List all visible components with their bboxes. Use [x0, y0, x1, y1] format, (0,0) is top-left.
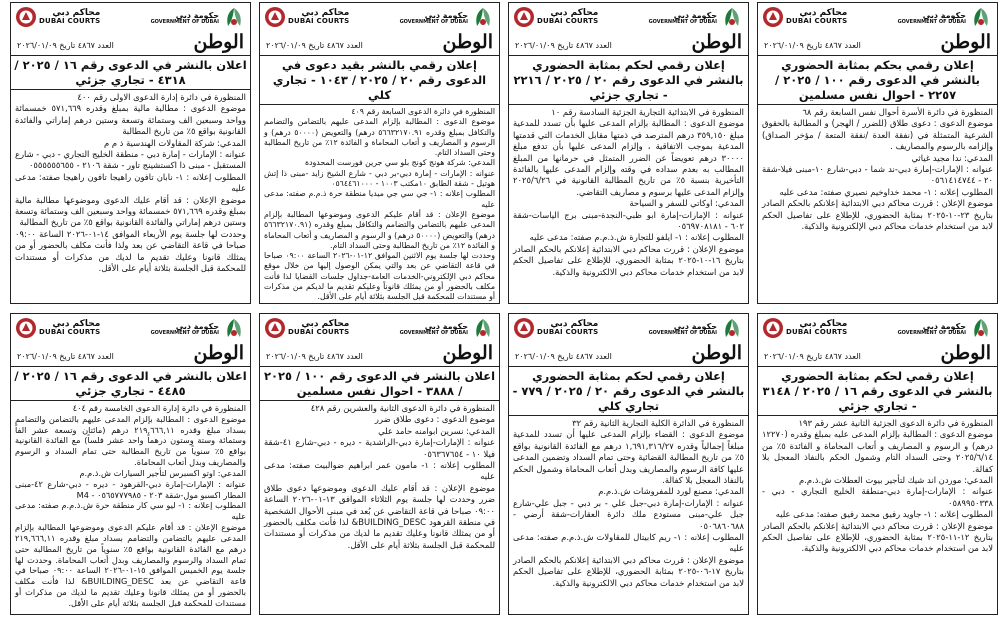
dubai-courts-emblem-icon: [513, 6, 535, 28]
notice-paragraph: المنظورة في دائرة الأسرة أحوال نفس السابعة رقم ٦٨: [802, 107, 993, 117]
gov-name-ar: حكومة دبي: [673, 321, 717, 331]
legal-notice: [259, 313, 500, 615]
notice-title: اعلان بالنشر في الدعوى رقم ١٦ / ٢٠٢٥ / ٤٤٨٥ - تجاري جزئي: [11, 367, 250, 401]
notice-logos: [509, 314, 748, 344]
newspaper-masthead: [509, 344, 748, 367]
notice-title: إعلان رقمي لحكم بمثابة الحضوري بالنشر في الدعوى رقم ٢٠ / ٢٠٢٥ / ٢٢١٦ - تجاري جزئي: [509, 56, 748, 105]
notice-paragraph: موضوع الإعلان : قد أقام عليك الدعوى وموضوعها دعوى طلاق ضرر وحددت لها جلسة يوم الثلاثاء الموافق ١٣-٠١-٢٠٢٦ الساعة ٠٩:٠٠ صباحا في قاعة التقاضي عن بُعد في مبنى الأحوال الشخصية في منطقة القرهود BUILDING_DESC& لذا فأنت مكلف بالحضور أو من يمثلك قانونا وعليك تقديم ما لديك من مذكرات أو مستندات للمحكمة قبل الجلسة بثلاثة أيام على الأقل.: [264, 482, 496, 550]
notice-paragraph: عنوانه : الإمارات-إمارة دبي-الراشدية - ديره - دبي-شارع ٤١-شقة فيلا ١٠ - ٠٥٦٣٦٧٦٥٤: [264, 437, 495, 459]
notice-title: اعلان بالنشر في الدعوى رقم ١٠٠ / ٢٠٢٥ / ٣٨٨٨ - احوال نفس مسلمين: [260, 367, 499, 401]
notice-paragraph: موضوع الدعوى : القضاء بإلزام المدعى عليها أن تسدد للمدعية مبلغاً إجمالياً وقدره ١,٦٩١,٣١٦/٢٧ درهم مع الفائدة القانونية بواقع ٥٪ من تاريخ المطالبة القضائية وحتى تمام السداد وتضمين المدعى عليها كافة الرسوم والمصاريف وبدل أتعاب المحاماة وشمول الحكم بالنفاذ المعجل بلا كفالة.: [513, 429, 744, 486]
courts-name-ar: محاكم دبي: [799, 319, 848, 329]
notice-paragraph: المنظورة في دائرة الدعوى الجزئية الثانية عشر رقم ١٩٣: [798, 418, 993, 428]
courts-name-en: DUBAI COURTS: [39, 328, 101, 336]
legal-notice: [259, 2, 500, 304]
legal-notice: [757, 2, 998, 304]
government-emblem-icon: [471, 317, 495, 341]
dubai-courts-logo: [15, 317, 100, 339]
issue-info: العدد ٤٨٦٧ تاريخ ٢٠٢٦/٠١/٠٩: [266, 41, 363, 50]
notice-paragraph: عنوانه : الإمارات-إمارة دبي-القرهود - ديره - دبي-شارع ٤٢-مبنى المطار اكسبو مول-شقة ٢٠٣ - ٠٥٦٥٧٧٧٩٨٥ - M4: [15, 478, 246, 500]
legal-notice: [10, 2, 251, 304]
government-emblem-icon: [969, 6, 993, 30]
government-emblem-icon: [969, 317, 993, 341]
issue-info: العدد ٤٨٦٧ تاريخ ٢٠٢٦/٠١/٠٩: [515, 352, 612, 361]
notice-paragraph: عنوانه : الإمارات - إمارة دبي-بر دبي - شارع الشيخ زايد -مبنى ذا إتش هوتيل - شقة الطابق ١٠مكتب ١٠٠٣ - ٠٥٦٤٤٦١٠٠٠: [264, 168, 495, 189]
dubai-courts-emblem-icon: [762, 317, 784, 339]
government-of-dubai-logo: [400, 6, 495, 30]
notice-logos: [260, 3, 499, 33]
notice-paragraph: موضوع الإعلان : قررت محاكم دبي الابتدائية إعلانكم بالحكم الصادر بتاريخ ١٢-١١-٢٠٢٥ بمثابة الحضوري، للإطلاع على تفاصيل الحكم لابد من استخدام خدمات محاكم دبي الالكترونية والذكية.: [762, 520, 993, 554]
notice-paragraph: موضوع الدعوى : المطالبة بإلزام المدعى عليه بمبلغ وقدره (١٢٢٧٠ درهم) و الرسوم و المصاريف و أتعاب المحاماة و الفائدة ٥٪ من ٢٠٢٥/٦/١٤ وحتى السداد التام وشمول الحكم بالنفاذ المعجل بلا كفالة.: [762, 429, 993, 474]
government-of-dubai-logo: [898, 317, 993, 341]
notice-paragraph: المطلوب إعلانه : ١- ريم كابيتال للمقاولات ش.ذ.م.م صفته: مدعى عليه: [513, 532, 744, 554]
dubai-courts-logo: [513, 6, 598, 28]
newspaper-name: الوطن: [193, 31, 244, 53]
notice-paragraph: المطلوب إعلانه : ١- نابان تافون راهيجا تافون راهيجا صفته: مدعى عليه: [15, 171, 246, 194]
notice-paragraph: موضوع الدعوى : المطالبة بإلزام المدعى عليهم بالتضامن والتضامم والتكافل بمبلغ وقدره ٥٦٦٣٢١٧٠.٩١ درهم) والتعويض (٥٠٠٠٠ درهم) و الرسوم و المصاريف و أتعاب المحاماة و الفائدة ١٢٪ من تاريخ المطالبة وحتى السداد التام.: [264, 117, 496, 158]
government-of-dubai-logo: [400, 317, 495, 341]
notice-title: إعلان رقمي لحكم بمثابة الحضوري بالنشر في الدعوى رقم ١٦ / ٢٠٢٥ / ٣١٤٨ - تجاري جزئي: [758, 367, 997, 416]
issue-info: العدد ٤٨٦٧ تاريخ ٢٠٢٦/٠١/٠٩: [515, 41, 612, 50]
government-of-dubai-logo: [151, 6, 246, 30]
dubai-courts-emblem-icon: [15, 6, 37, 28]
notice-logos: [509, 3, 748, 33]
notice-paragraph: موضوع الإعلان : قد أقام عليك الدعوى وموضوعها مطالبة مالية بمبلغ وقدره ٥٧١,٦٦٩ خمسمائة وواحد وسبعين الف وستمائة وتسعة وستين درهم إماراتي والفائدة القانونية بواقع ٥٪ من تاريخ المطالبة: [15, 194, 246, 228]
notice-logos: [260, 314, 499, 344]
notice-logos: [11, 314, 250, 344]
government-of-dubai-logo: [649, 6, 744, 30]
gov-name-en: GOVERNMENT OF DUBAI: [897, 18, 966, 25]
notice-paragraph: موضوع الإعلان : قررت محاكم دبي الابتدائية إعلانكم بالحكم الصادر بتاريخ ١٦-١٠-٢٠٢٥ بمثابة الحضوري، للإطلاع على تفاصيل الحكم لابد من استخدام خدمات محاكم دبي الالكترونية والذكية.: [513, 243, 744, 277]
notice-paragraph: المنظورة في دائرة إدارة الدعوى الاولى رقم ٤٠٠: [77, 92, 246, 102]
issue-info: العدد ٤٨٦٧ تاريخ ٢٠٢٦/٠١/٠٩: [17, 41, 114, 50]
notice-paragraph: المدعي: اوتو اكسبرس لتأجير السيارات ش.ذ.م.م: [79, 467, 246, 478]
gov-name-en: GOVERNMENT OF DUBAI: [150, 329, 219, 336]
gov-name-en: GOVERNMENT OF DUBAI: [897, 329, 966, 336]
notice-body: [758, 105, 997, 232]
notice-paragraph: المدعي: شركة المقاولات الهندسية ذ م م: [103, 137, 246, 148]
courts-name-en: DUBAI COURTS: [786, 328, 848, 336]
notice-paragraph: عنوانه : الإمارات-إمارة دبي-جبل علي - بر دبي - جبل علي-شارع جبل علي-مبنى مستودع ملك دائرة العقارات-شقة أرضي - ٠٥٠٦٨٦٠٦٨٨: [513, 497, 744, 531]
newspaper-name: الوطن: [940, 31, 991, 53]
notice-paragraph: المدعي: موردن اند شيك لتأجير بيوت العطلات ش.ذ.م.م: [799, 475, 993, 486]
dubai-courts-logo: [762, 6, 847, 28]
dubai-courts-logo: [513, 317, 598, 339]
dubai-courts-emblem-icon: [15, 317, 37, 339]
dubai-courts-emblem-icon: [264, 6, 286, 28]
legal-notice: [757, 313, 998, 615]
dubai-courts-logo: [762, 317, 847, 339]
courts-name-ar: محاكم دبي: [799, 8, 848, 18]
legal-notice: [508, 313, 749, 615]
notice-paragraph: المنظورة في الابتدائية التجارية الجزئية السادسة رقم ١٠: [551, 107, 744, 117]
dubai-courts-emblem-icon: [264, 317, 286, 339]
gov-name-ar: حكومة دبي: [175, 10, 219, 20]
newspaper-masthead: [260, 33, 499, 56]
notice-paragraph: عنوانه : الإمارات-إمارة ابو ظبي-النجدة-مبنى برج الياسات-شقة ٦٠٢ - ٠٥٦٩٧٠٨١٨١: [513, 209, 744, 232]
courts-name-ar: محاكم دبي: [52, 8, 101, 18]
courts-name-en: DUBAI COURTS: [288, 17, 350, 25]
newspaper-name: الوطن: [940, 342, 991, 364]
notice-body: [509, 105, 748, 278]
notice-paragraph: موضوع الإعلان : قد أقام عليكم الدعوى وموضوعها المطالبة بإلزام المدعى عليهم بالتضامن والتضامم بسداد مبلغ وقدره ٢١٩,٦٦٦,١١ درهم مع الفائدة القانونية بواقع ٥٪ سنوياً من تاريخ المطالبة حتى تمام السداد والرسوم والمصاريف وبدل أتعاب المحاماة. وحددت لها جلسة يوم الخميس الموافق ١٥-٠١-٢٠٢٦ الساعة ٠٩:٠٠ صباحا في قاعة التقاضي عن بعد BUILDING_DESC& لذا فأنت مكلف بالحضور أو من يمثلك قانونا وعليك تقديم ما لديك من مذكرات أو مستندات للمحكمة قبل الجلسة بثلاثة أيام على الأقل.: [15, 522, 246, 608]
dubai-courts-logo: [264, 6, 349, 28]
notice-paragraph: المنظورة في دائرة الدعوى السابعة رقم ٤٠٩: [351, 107, 495, 116]
notice-paragraph: عنوانه : الإمارات-إمارة دبي-منطقة الخليج التجاري - دبي - ٠٥٨٩٩٥٠٣٣٨: [762, 486, 993, 508]
newspaper-masthead: [11, 33, 250, 56]
notice-body: [260, 105, 499, 303]
government-of-dubai-logo: [649, 317, 744, 341]
courts-name-ar: محاكم دبي: [550, 319, 599, 329]
notice-paragraph: المطلوب إعلانه : ١- محمد خداوخيم نصيري صفته: مدعى عليه: [779, 186, 993, 197]
notice-paragraph: موضوع الإعلان : قررت محاكم دبي الابتدائية إعلانكم بالحكم الصادر بتاريخ ٢٣-١٠-٢٠٢٥ بمثابة الحضوري، للإطلاع على تفاصيل الحكم لابد من استخدام خدمات محاكم دبي الإلكترونية والذكية.: [762, 198, 993, 232]
newspaper-masthead: [758, 344, 997, 367]
notices-grid: [2, 2, 998, 616]
notice-paragraph: وحددت لها جلسة يوم الأربعاء الموافق ١٤-٠١-٢٠٢٦ الساعة ٠٩:٠٠ صباحا في قاعة التقاضي عن بعد ولذا فأنت مكلف بالحضور أو من يمثلك قانونا وعليك تقديم ما لديك من مذكرات أو مستندات للمحكمة قبل الجلسة بثلاثة أيام على الأقل.: [15, 228, 247, 274]
notice-title: إعلان رقمي بحكم بمثابة الحضوري بالنشر في الدعوى رقم ١٠٠ / ٢٠٢٥ / ٢٢٥٧ - احوال نفس مسلمين: [758, 56, 997, 105]
notice-body: [509, 416, 748, 589]
newspaper-masthead: [260, 344, 499, 367]
notice-paragraph: المطلوب إعلانه : ١- جي سي جي ميديا منطقة حرة ذ.م.م صفته: مدعى عليه: [264, 189, 495, 209]
notice-paragraph: المدعي: مصنع لورد للمفروشات ش.ذ.م.م: [598, 486, 744, 497]
issue-info: العدد ٤٨٦٧ تاريخ ٢٠٢٦/٠١/٠٩: [266, 352, 363, 361]
gov-name-en: GOVERNMENT OF DUBAI: [399, 18, 468, 25]
gov-name-ar: حكومة دبي: [922, 321, 966, 331]
notice-paragraph: المطلوب إعلانه : ١- جاويد رفيق محمد رفيق صفته: مدعى عليه: [775, 509, 993, 520]
notice-body: [260, 401, 499, 551]
courts-name-en: DUBAI COURTS: [288, 328, 350, 336]
notice-body: [758, 416, 997, 555]
newspaper-masthead: [11, 344, 250, 367]
notice-title: اعلان بالنشر في الدعوى رقم ١٦ / ٢٠٢٥ / ٤٣١٨ - تجاري جزئي: [11, 56, 250, 90]
gov-name-en: GOVERNMENT OF DUBAI: [648, 329, 717, 336]
issue-info: العدد ٤٨٦٧ تاريخ ٢٠٢٦/٠١/٠٩: [764, 41, 861, 50]
courts-name-en: DUBAI COURTS: [786, 17, 848, 25]
courts-name-ar: محاكم دبي: [550, 8, 599, 18]
notice-paragraph: المنظورة في الدائرة الكلية التجارية الثانية رقم ٣٢: [572, 418, 744, 428]
newspaper-name: الوطن: [691, 31, 742, 53]
notice-paragraph: عنوانه : الإمارات-إمارة دبي-ند شما - دبي-شارع ١٠-مبنى فيلا-شقة ٢٠ - ٠٥٦١٤١٤٧٤٤: [762, 164, 993, 186]
courts-name-en: DUBAI COURTS: [537, 17, 599, 25]
courts-name-ar: محاكم دبي: [301, 319, 350, 329]
notice-paragraph: المنظورة في دائرة الدعوى الثانية والعشرين رقم ٤٢٨: [310, 403, 495, 413]
gov-name-ar: حكومة دبي: [673, 10, 717, 20]
notice-paragraph: المنظورة في دائرة إدارة الدعوى الخامسة رقم ٤٠٤: [72, 403, 246, 413]
newspaper-masthead: [758, 33, 997, 56]
gov-name-ar: حكومة دبي: [424, 321, 468, 331]
notice-paragraph: المدعي: شركة هونج كونج بلو سي جرين فورست المحدودة: [304, 158, 495, 168]
courts-name-en: DUBAI COURTS: [537, 328, 599, 336]
government-emblem-icon: [720, 317, 744, 341]
newspaper-masthead: [509, 33, 748, 56]
notice-paragraph: موضوع الدعوى : دعوى طلاق ضرر: [374, 414, 495, 425]
courts-name-ar: محاكم دبي: [52, 319, 101, 329]
government-emblem-icon: [720, 6, 744, 30]
notice-paragraph: موضوع الدعوى : دعوى طلاق (للضرر / الهجر) و المطالبة بالحقوق الشرعية المتمثلة في (نفقة العدة /نفقة المتعة / مؤخر الصداق) وإلزامه بالرسوم والمصاريف .: [762, 118, 993, 152]
notice-logos: [758, 314, 997, 344]
notice-title: إعلان رقمي بالنشر بقيد دعوى في الدعوى رقم ٢٠ / ٢٠٢٥ / ١٠٤٣ - تجاري كلي: [260, 56, 499, 105]
newspaper-name: الوطن: [691, 342, 742, 364]
notice-paragraph: موضوع الدعوى : المطالبة بإلزام المدعى عليها بأن تسدد للمدعية مبلغ ٣٥٩,١٥٠ درهم المترصد في ذمتها مقابل الخدمات التي قدمتها المدعية بموجب الاتفاقية ، وإلزام المدعى عليها بأن تدفع مبلغ ٣٠٠٠٠ درهم تعويضاً عن الضرر المتمثل في حرمانها من المبلغ المطالب به بعدم سداده في وقته وإلزام المدعى عليها بالفائدة التأخيرية بنسبة ٥٪ من تاريخ المطالبة القانونية في ٢٠٢٥/٦/٢٦ وإلزام المدعى عليها برسوم و مصاريف التقاضي.: [513, 118, 744, 197]
government-of-dubai-logo: [898, 6, 993, 30]
government-emblem-icon: [222, 6, 246, 30]
notice-logos: [11, 3, 250, 33]
issue-info: العدد ٤٨٦٧ تاريخ ٢٠٢٦/٠١/٠٩: [764, 352, 861, 361]
notice-paragraph: المطلوب إعلانه : ١- ليو سي كار منطقة حرة ش.ذ.م.م صفته: مدعى عليه: [15, 500, 246, 522]
courts-name-en: DUBAI COURTS: [39, 17, 101, 25]
gov-name-en: GOVERNMENT OF DUBAI: [150, 18, 219, 25]
notice-paragraph: المطلوب إعلانه : ١- مامون عمر ابراهيم ضوالبيت صفته: مدعى عليه: [264, 460, 495, 482]
dubai-courts-emblem-icon: [513, 317, 535, 339]
government-emblem-icon: [471, 6, 495, 30]
legal-notice: [508, 2, 749, 304]
notice-paragraph: المدعي: ندا مجيد غياثي: [911, 152, 993, 163]
notice-paragraph: المطلوب إعلانه : ١- ايلفو للتجارة ش.ذ.م.م صفته: مدعى عليه: [529, 232, 744, 243]
government-of-dubai-logo: [151, 317, 246, 341]
notice-paragraph: المدعي: نسرين ابوامنه حامد علي: [378, 425, 495, 436]
newspaper-name: الوطن: [442, 31, 493, 53]
dubai-courts-emblem-icon: [762, 6, 784, 28]
legal-notice: [10, 313, 251, 615]
gov-name-ar: حكومة دبي: [922, 10, 966, 20]
gov-name-ar: حكومة دبي: [175, 321, 219, 331]
gov-name-en: GOVERNMENT OF DUBAI: [648, 18, 717, 25]
gov-name-en: GOVERNMENT OF DUBAI: [399, 329, 468, 336]
newspaper-name: الوطن: [442, 342, 493, 364]
notice-paragraph: موضوع الإعلان : قد أقام عليكم الدعوى وموضوعها المطالبة بإلزام المدعى عليهم بالتضامن والتضامم والتكافل بمبلغ وقدره (٥٦٦٣٢١٧٠.٩١ درهم) والتعويض (٥٠٠٠٠ درهم) و الرسوم و المصاريف و أتعاب المحاماة و الفائدة ١٢٪ من تاريخ المطالبة وحتى السداد التام.: [264, 209, 496, 250]
notice-logos: [758, 3, 997, 33]
gov-name-ar: حكومة دبي: [424, 10, 468, 20]
notice-body: [11, 401, 250, 609]
dubai-courts-logo: [15, 6, 100, 28]
notice-body: [11, 90, 250, 275]
notice-paragraph: موضوع الإعلان : قررت محاكم دبي الابتدائية إعلانكم بالحكم الصادر بتاريخ ١٧-٠٦-٢٠٢٥ بمثابة الحضوري، للإطلاع على تفاصيل الحكم لابد من استخدام خدمات محاكم دبي الالكترونية والذكية.: [513, 554, 744, 588]
issue-info: العدد ٤٨٦٧ تاريخ ٢٠٢٦/٠١/٠٩: [17, 352, 114, 361]
notice-paragraph: المدعي: اوكاتي للسفر و السياحة: [629, 198, 744, 209]
newspaper-name: الوطن: [193, 342, 244, 364]
notice-paragraph: وحددت لها جلسة يوم الاثنين الموافق ١٢-٠١-٢٠٢٦ الساعة ٠٩:٠٠ صباحا في قاعة التقاضي عن بعد والتي يمكن الوصول إليها من خلال موقع محاكم دبي الإلكتروني-الخدمات العامة-جداول جلسات القضايا لذا فأنت مكلف بالحضور أو من يمثلك قانوناً وعليكم تقديم ما لديكم من مذكرات أو مستندات للمحكمة قبل الجلسة بثلاثة أيام على الأقل.: [264, 251, 495, 302]
government-emblem-icon: [222, 317, 246, 341]
notice-title: إعلان رقمي لحكم بمثابة الحضوري بالنشر في الدعوى رقم ٢٠ / ٢٠٢٥ / ٧٧٩ - تجاري كلي: [509, 367, 748, 416]
notice-paragraph: موضوع الدعوى : مطالبة مالية بمبلغ وقدره ٥٧١,٦٦٩ خمسمائة وواحد وسبعين الف وستمائة وتسعة وستين درهم إماراتي والفائدة القانونية بواقع ٥٪ من تاريخ المطالبة: [15, 103, 247, 137]
dubai-courts-logo: [264, 317, 349, 339]
courts-name-ar: محاكم دبي: [301, 8, 350, 18]
notice-paragraph: عنوانه : الإمارات - إمارة دبي - منطقة الخليج التجاري - دبي - شارع المستقبل - مبنى ذا اكستشينج تاور - شقة ٢١٠٦ - ٠٥٥٥٥٥٥٦٥٥: [15, 149, 246, 171]
notice-paragraph: موضوع الدعوى : المطالبة بإلزام المدعى عليهم بالتضامن والتضامم بسداد مبلغ وقدره ٢١٩,٦٦٦,١١ درهم (مائتان وتسعة عشر الفاً وستمائة وستة وستون درهماً واحد عشر فلساً) مع الفائدة القانونية بواقع ٥٪ سنوياً من تاريخ المطالبة حتى تمام السداد و الرسوم والمصاريف وبدل أتعاب المحاماة.: [15, 413, 246, 468]
